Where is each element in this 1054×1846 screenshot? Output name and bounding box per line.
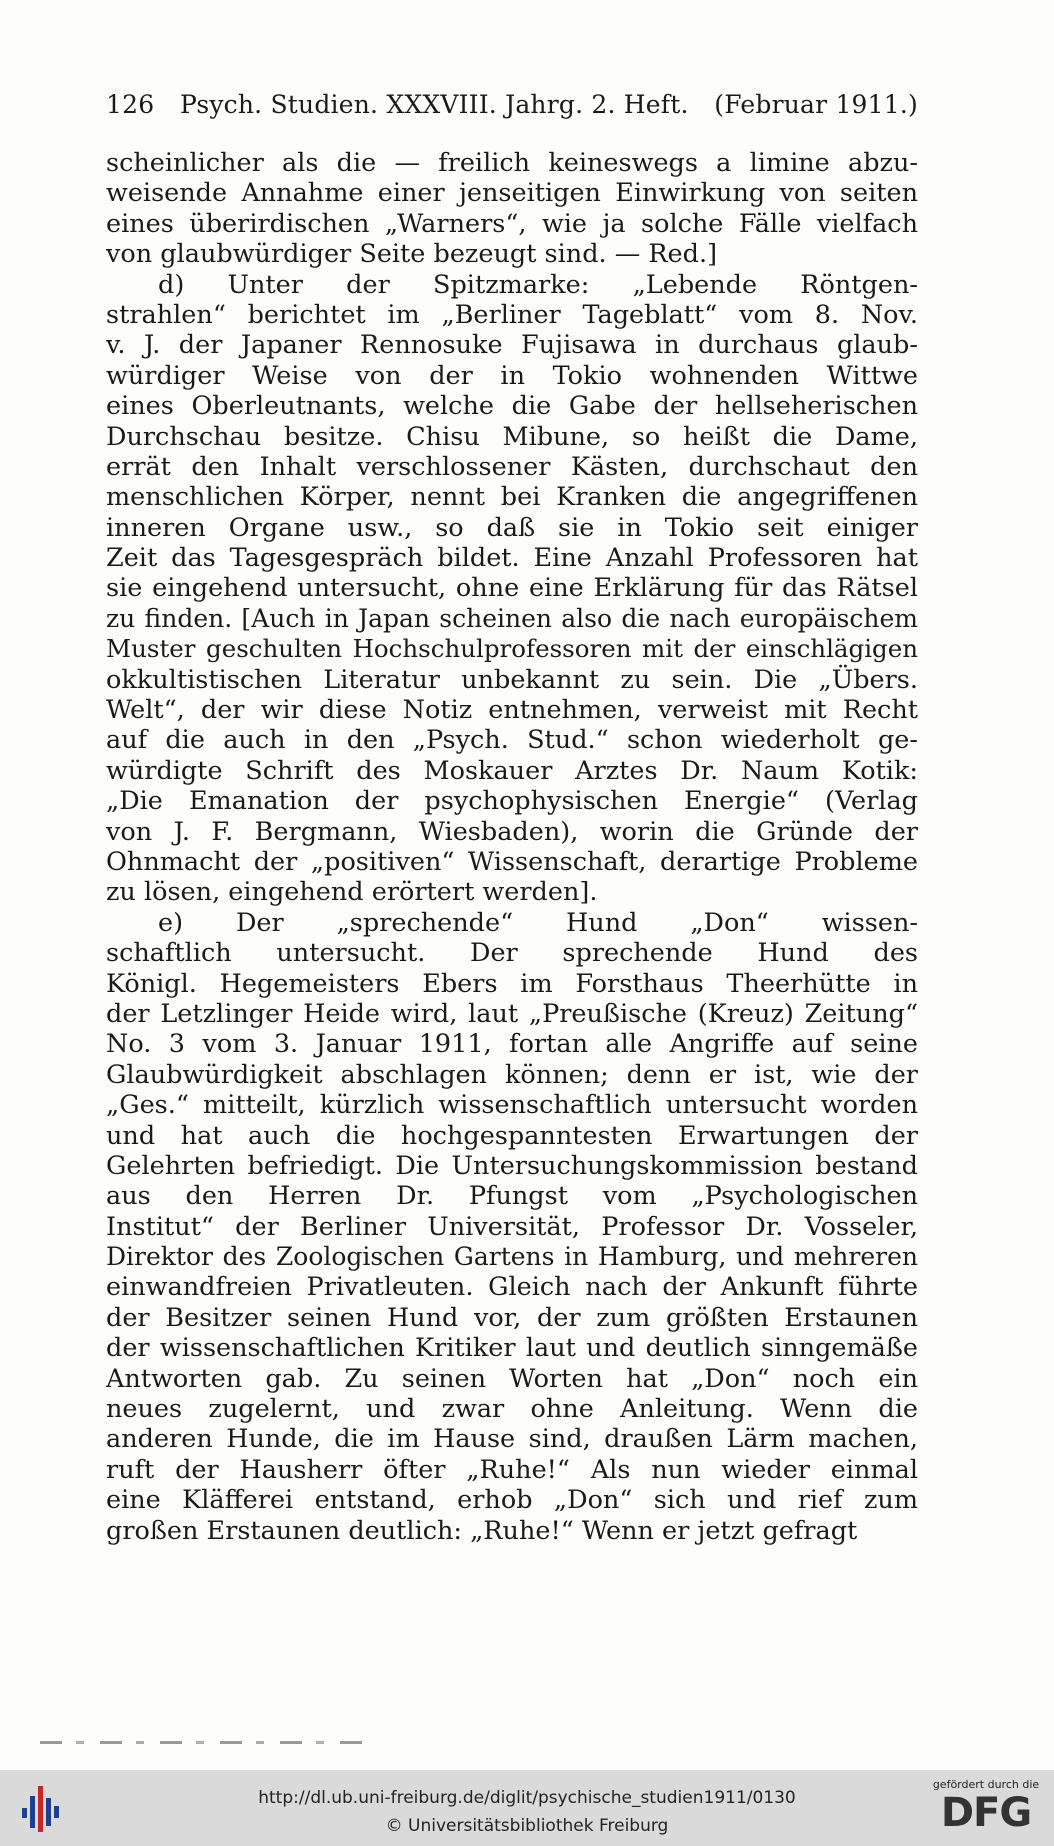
text-line: weisende Annahme einer jenseitigen Einwirkung von seiten — [106, 178, 918, 209]
text-line: der Letzlinger Heide wird, laut „Preußische (Kreuz) Zeitung“ — [106, 998, 918, 1029]
text-line: von J. F. Bergmann, Wiesbaden), worin die Gründe der — [106, 816, 918, 847]
text-line: großen Erstaunen deutlich: „Ruhe!“ Wenn er jetzt gefragt — [106, 1515, 858, 1546]
running-title: Psych. Studien. XXXVIII. Jahrg. 2. Heft. — [179, 90, 689, 119]
text-line: strahlen“ berichtet im „Berliner Tageblatt“ vom 8. Nov. — [106, 299, 918, 330]
text-line: d) Unter der Spitzmarke: „Lebende Röntgen- — [158, 269, 918, 300]
dfg-wordmark: DFG — [940, 1790, 1032, 1836]
text-line: einwandfreien Privatleuten. Gleich nach der Ankunft führte — [106, 1272, 918, 1303]
issue-date: (Februar 1911.) — [714, 90, 918, 119]
text-line: „Ges.“ mitteilt, kürzlich wissenschaftlich untersucht worden — [106, 1090, 918, 1121]
text-line: eines überirdischen „Warners“, wie ja solche Fälle vielfach — [106, 208, 918, 239]
text-line: Zeit das Tagesgespräch bildet. Eine Anzahl Professoren hat — [106, 543, 918, 574]
body-text — [106, 148, 918, 1546]
text-line: Antworten gab. Zu seinen Worten hat „Don“ noch ein — [106, 1363, 918, 1394]
text-line: Direktor des Zoologischen Gartens in Hamburg, und mehreren — [106, 1242, 918, 1272]
text-line: der Besitzer seinen Hund vor, der zum größten Erstaunen — [106, 1302, 918, 1333]
page-number: 126 — [106, 90, 155, 119]
text-line: e) Der „sprechende“ Hund „Don“ wissen- — [158, 907, 918, 938]
text-line: Ohnmacht der „positiven“ Wissenschaft, derartige Probleme — [106, 846, 918, 877]
text-line: scheinlicher als die — freilich keineswegs a limine abzu- — [106, 148, 918, 178]
scan-artifact-line — [40, 1741, 370, 1744]
text-line: auf die auch in den „Psych. Stud.“ schon wiederholt ge- — [106, 725, 918, 756]
running-header — [106, 90, 918, 119]
text-line: würdigte Schrift des Moskauer Arztes Dr. Naum Kotik: — [106, 755, 918, 786]
text-line: menschlichen Körper, nennt bei Kranken die angegriffenen — [106, 482, 918, 513]
text-line: Durchschau besitze. Chisu Mibune, so heißt die Dame, — [106, 421, 918, 452]
text-line: der wissenschaftlichen Kritiker laut und deutlich sinngemäße — [106, 1333, 918, 1364]
copyright-notice: © Universitätsbibliothek Freiburg — [385, 1816, 669, 1836]
text-line: eines Oberleutnants, welche die Gabe der hellseherischen — [106, 391, 918, 422]
footer-bar — [0, 1770, 1054, 1846]
text-line: und hat auch die hochgespanntesten Erwartungen der — [106, 1120, 918, 1151]
text-line: ruft der Hausherr öfter „Ruhe!“ Als nun wieder einmal — [106, 1454, 918, 1485]
text-line: neues zugelernt, und zwar ohne Anleitung. Wenn die — [106, 1394, 918, 1425]
text-line: okkultistischen Literatur unbekannt zu sein. Die „Übers. — [106, 664, 918, 695]
text-line: Glaubwürdigkeit abschlagen können; denn er ist, wie der — [106, 1059, 918, 1090]
text-line: anderen Hunde, die im Hause sind, draußen Lärm machen, — [106, 1424, 918, 1455]
text-line: No. 3 vom 3. Januar 1911, fortan alle Angriffe auf seine — [106, 1029, 918, 1060]
dfg-caption: gefördert durch die — [932, 1778, 1040, 1791]
text-line: Muster geschulten Hochschulprofessoren mit der einschlägigen — [106, 634, 918, 664]
text-line: Welt“, der wir diese Notiz entnehmen, verweist mit Recht — [106, 695, 918, 726]
permalink-url[interactable]: http://dl.ub.uni-freiburg.de/diglit/psychische_studien1911/0130 — [258, 1788, 796, 1808]
text-line: zu lösen, eingehend erörtert werden]. — [106, 877, 598, 908]
text-line: v. J. der Japaner Rennosuke Fujisawa in durchaus glaub- — [106, 330, 918, 361]
text-line: Königl. Hegemeisters Ebers im Forsthaus Theerhütte in — [106, 968, 918, 999]
dfg-logo — [928, 1778, 1044, 1840]
text-line: würdiger Weise von der in Tokio wohnenden Wittwe — [106, 360, 918, 391]
text-line: zu finden. [Auch in Japan scheinen also die nach europäischem — [106, 603, 918, 633]
text-line: sie eingehend untersucht, ohne eine Erklärung für das Rätsel — [106, 573, 918, 604]
text-line: von glaubwürdiger Seite bezeugt sind. — Red.] — [106, 239, 718, 270]
text-line: Gelehrten befriedigt. Die Untersuchungskommission bestand — [106, 1150, 918, 1181]
text-line: „Die Emanation der psychophysischen Energie“ (Verlag — [106, 786, 918, 817]
text-line: inneren Organe usw., so daß sie in Tokio seit einiger — [106, 512, 918, 543]
text-line: errät den Inhalt verschlossener Kästen, durchschaut den — [106, 451, 918, 482]
text-line: aus den Herren Dr. Pfungst vom „Psychologischen — [106, 1181, 918, 1212]
text-line: Institut“ der Berliner Universität, Professor Dr. Vosseler, — [106, 1211, 918, 1242]
text-line: eine Kläfferei entstand, erhob „Don“ sich und rief zum — [106, 1485, 918, 1516]
text-line: schaftlich untersucht. Der sprechende Hund des — [106, 938, 918, 969]
